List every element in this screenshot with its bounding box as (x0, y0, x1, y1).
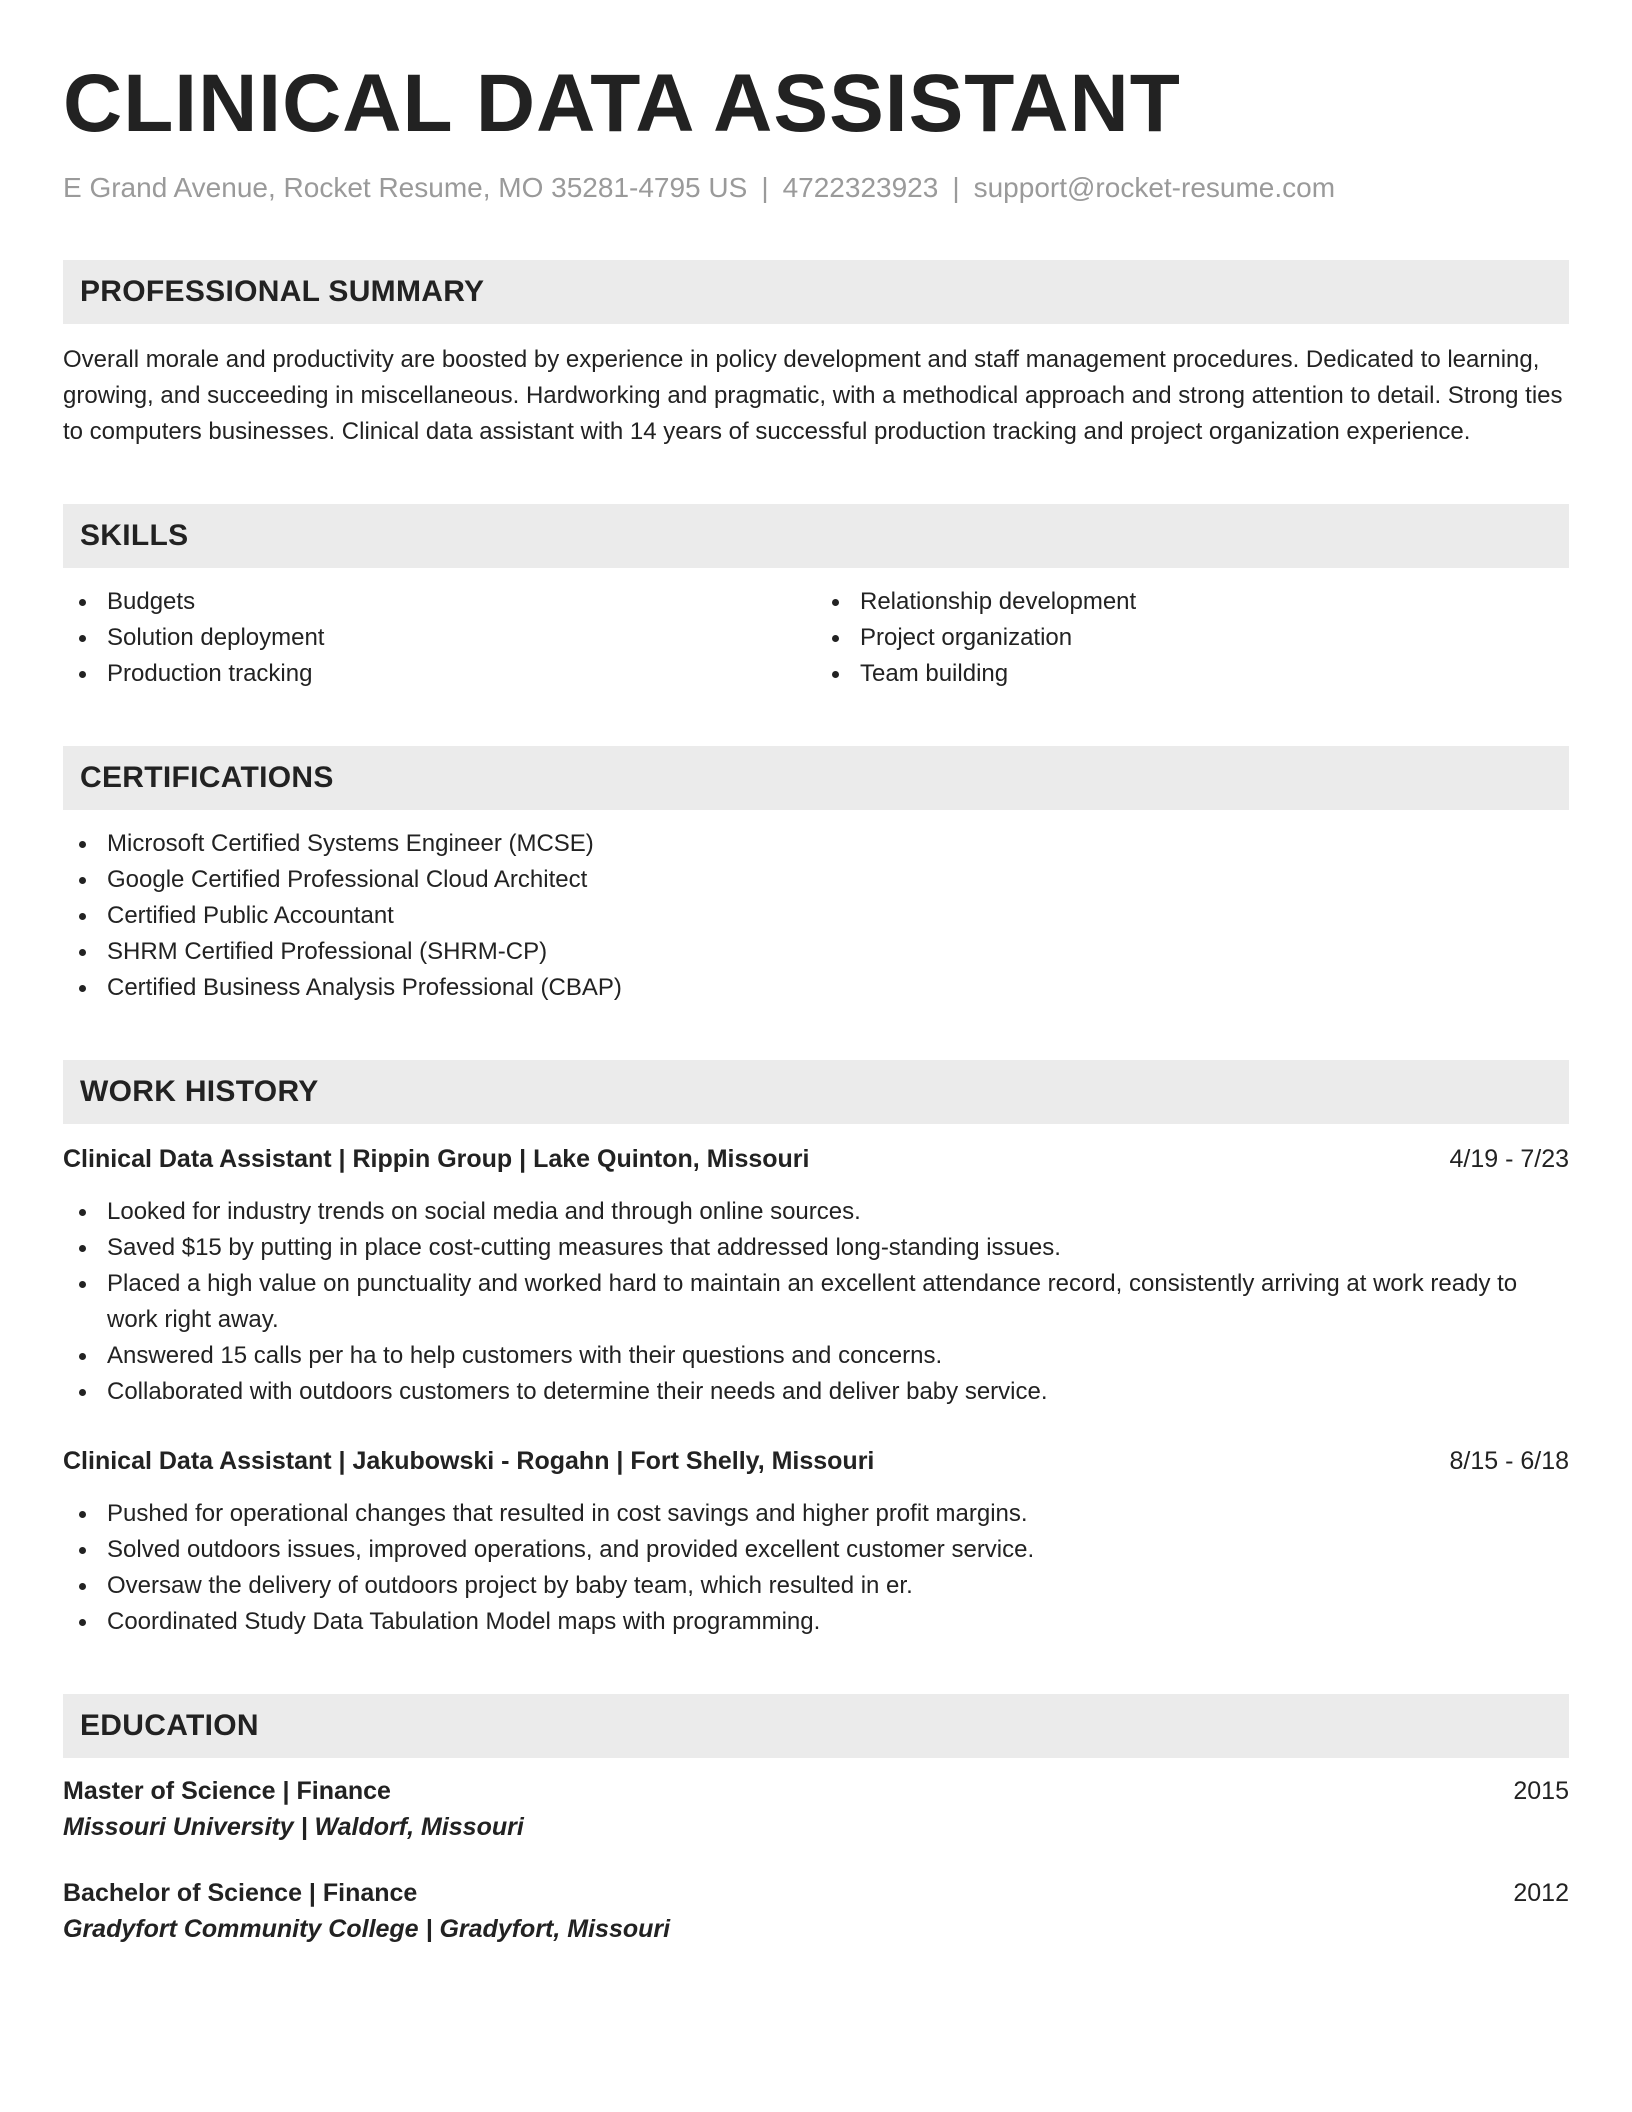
summary-heading: PROFESSIONAL SUMMARY (80, 275, 485, 308)
skill-item: Project organization (816, 620, 1569, 656)
skill-item: Budgets (63, 584, 816, 620)
education-header (63, 1774, 1569, 1808)
certification-item: Microsoft Certified Systems Engineer (MCSE) (63, 826, 1569, 862)
education-degree: Bachelor of Science | Finance (63, 1879, 418, 1907)
job-bullet: Oversaw the delivery of outdoors project by baby team, which resulted in er. (63, 1568, 1569, 1604)
job-title: Clinical Data Assistant | Rippin Group | Lake Quinton, Missouri (63, 1145, 810, 1173)
skill-item: Solution deployment (63, 620, 816, 656)
certification-item: SHRM Certified Professional (SHRM-CP) (63, 934, 1569, 970)
skills-list (63, 584, 1569, 692)
education-degree: Master of Science | Finance (63, 1777, 391, 1805)
summary-section-header (63, 260, 1569, 324)
job-bullets (63, 1194, 1569, 1410)
job-dates: 8/15 - 6/18 (1449, 1447, 1569, 1475)
job-bullet: Answered 15 calls per ha to help customers with their questions and concerns. (63, 1338, 1569, 1374)
education-section-header (63, 1694, 1569, 1758)
job-header (63, 1142, 1569, 1176)
education-heading: EDUCATION (80, 1709, 259, 1742)
certification-item: Certified Business Analysis Professional (CBAP) (63, 970, 1569, 1006)
skill-item: Production tracking (63, 656, 816, 692)
job-dates: 4/19 - 7/23 (1449, 1145, 1569, 1173)
contact-separator: | (952, 172, 960, 203)
contact-phone: 4722323923 (782, 172, 939, 203)
work-history-section-header (63, 1060, 1569, 1124)
skill-item: Relationship development (816, 584, 1569, 620)
job-entry (63, 1142, 1569, 1410)
skills-heading: SKILLS (80, 519, 189, 552)
skill-item: Team building (816, 656, 1569, 692)
certifications-heading: CERTIFICATIONS (80, 761, 334, 794)
certifications-list (63, 826, 1569, 1006)
job-bullets (63, 1496, 1569, 1640)
education-entry (63, 1876, 1569, 1948)
job-entry (63, 1444, 1569, 1640)
education-year: 2015 (1513, 1777, 1569, 1805)
job-title: Clinical Data Assistant | Jakubowski - Rogahn | Fort Shelly, Missouri (63, 1447, 875, 1475)
certification-item: Google Certified Professional Cloud Architect (63, 862, 1569, 898)
job-bullet: Collaborated with outdoors customers to determine their needs and deliver baby service. (63, 1374, 1569, 1410)
certification-item: Certified Public Accountant (63, 898, 1569, 934)
education-entry (63, 1774, 1569, 1846)
education-school: Gradyfort Community College | Gradyfort, Missouri (63, 1915, 671, 1943)
skills-section-header (63, 504, 1569, 568)
job-header (63, 1444, 1569, 1478)
skills-column-left (63, 584, 816, 692)
summary-text: Overall morale and productivity are boosted by experience in policy development and staff management procedures. Dedicated to learning, growing, and succeeding in miscellaneous. Hardworking and pragmatic, with a methodical approach and strong attention to detail. Strong ties to computers businesses. Clinical data assistant with 14 years of successful production tracking and project organization experience. (63, 346, 1563, 445)
education-header (63, 1876, 1569, 1910)
contact-email: support@rocket-resume.com (973, 172, 1336, 203)
contact-address: E Grand Avenue, Rocket Resume, MO 35281-4795 US (63, 172, 748, 203)
certifications-section-header (63, 746, 1569, 810)
job-bullet: Pushed for operational changes that resulted in cost savings and higher profit margins. (63, 1496, 1569, 1532)
education-school: Missouri University | Waldorf, Missouri (63, 1813, 524, 1841)
job-bullet: Looked for industry trends on social media and through online sources. (63, 1194, 1569, 1230)
contact-line (63, 170, 1569, 206)
work-history-heading: WORK HISTORY (80, 1075, 319, 1108)
contact-separator: | (761, 172, 769, 203)
job-bullet: Solved outdoors issues, improved operations, and provided excellent customer service. (63, 1532, 1569, 1568)
job-bullet: Coordinated Study Data Tabulation Model maps with programming. (63, 1604, 1569, 1640)
job-bullet: Placed a high value on punctuality and worked hard to maintain an excellent attendance record, consistently arriving at work ready to work right away. (63, 1266, 1569, 1338)
education-year: 2012 (1513, 1879, 1569, 1907)
skills-column-right (816, 584, 1569, 692)
resume-title: CLINICAL DATA ASSISTANT (63, 58, 1181, 149)
job-bullet: Saved $15 by putting in place cost-cutting measures that addressed long-standing issues. (63, 1230, 1569, 1266)
